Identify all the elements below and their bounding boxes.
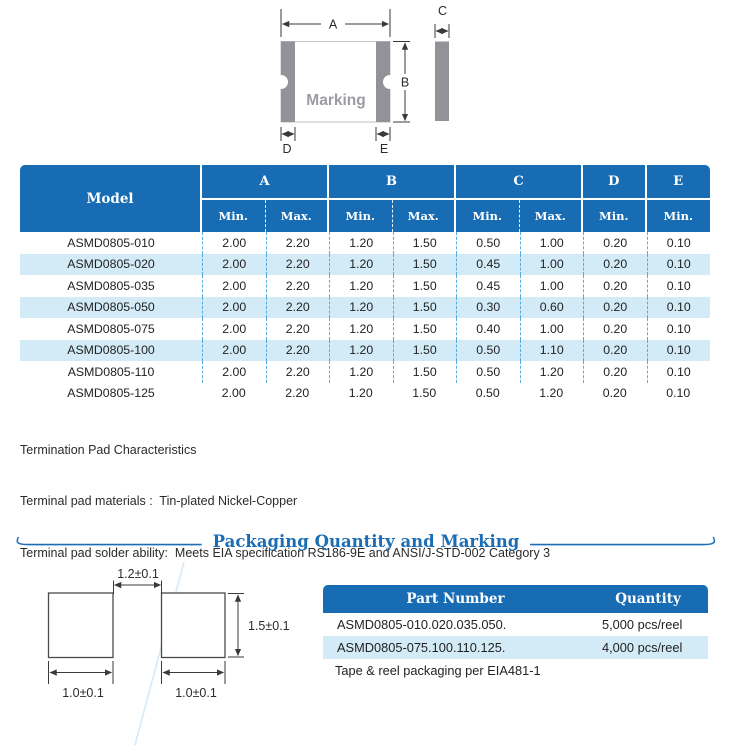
cell-a-max: 2.20 (266, 340, 330, 362)
cell-e-min: 0.10 (647, 275, 711, 297)
dimensions-table-body (20, 232, 710, 404)
cell-b-max: 1.50 (393, 361, 457, 383)
cell-a-min: 2.00 (202, 275, 266, 297)
header-c-max: Max. (520, 200, 584, 232)
header-c-min: Min. (456, 200, 520, 232)
cell-a-min: 2.00 (202, 254, 266, 276)
dim-e-label: E (379, 142, 389, 156)
cell-b-min: 1.20 (329, 275, 393, 297)
cell-c-min: 0.50 (456, 340, 520, 362)
package-outline-diagram (0, 0, 732, 160)
cell-b-min: 1.20 (348, 386, 373, 401)
table-row (20, 383, 710, 405)
cell-model: ASMD0805-110 (67, 364, 155, 379)
table-row (20, 275, 710, 297)
cell-e-min: 0.10 (647, 297, 711, 319)
cell-a-max: 2.20 (266, 254, 330, 276)
cell-e-min: 0.10 (647, 361, 711, 383)
cell-b-min: 1.20 (329, 340, 393, 362)
header-a-max: Max. (266, 200, 330, 232)
header-part-number: Part Number (406, 591, 505, 607)
termination-note-line: Termination Pad Characteristics (20, 442, 197, 457)
cell-e-min: 0.10 (647, 232, 711, 254)
right-width-dim-label: 1.0±0.1 (175, 686, 217, 700)
cell-a-min: 2.00 (202, 340, 266, 362)
table-row (323, 613, 708, 636)
gap-dim-label: 1.2±0.1 (117, 567, 159, 581)
header-group-a: A (202, 165, 329, 200)
dim-d-lines (281, 127, 295, 141)
cell-c-min: 0.45 (456, 275, 520, 297)
cell-d-min: 0.20 (583, 254, 647, 276)
cell-b-max: 1.50 (393, 340, 457, 362)
gap-dim-lines (114, 581, 162, 595)
cell-a-max: 2.20 (285, 386, 310, 401)
cell-a-min: 2.00 (202, 297, 266, 319)
cell-c-max: 1.00 (520, 318, 584, 340)
cell-c-max: 1.00 (520, 275, 584, 297)
cell-b-max: 1.50 (393, 275, 457, 297)
right-pad-notch (383, 75, 397, 89)
cell-e-min: 0.10 (647, 254, 711, 276)
cell-c-min: 0.50 (456, 361, 520, 383)
left-pad-notch (274, 75, 288, 89)
height-dim-lines (228, 594, 244, 658)
title-left-rule (14, 536, 202, 548)
cell-c-max: 1.20 (539, 386, 564, 401)
dim-c-lines (435, 24, 449, 38)
header-b-min: Min. (329, 200, 393, 232)
cell-a-min: 2.00 (221, 386, 246, 401)
cell-a-max: 2.20 (266, 361, 330, 383)
cell-c-max: 1.00 (520, 232, 584, 254)
marking-label: Marking (306, 92, 366, 109)
cell-b-max: 1.50 (393, 318, 457, 340)
component-side-view (435, 42, 449, 122)
dim-e-lines (376, 127, 390, 141)
cell-d-min: 0.20 (583, 361, 647, 383)
cell-c-min: 0.50 (456, 232, 520, 254)
packaging-note: Tape & reel packaging per EIA481-1 (335, 663, 541, 678)
table-row (20, 254, 710, 276)
section-title-row (14, 532, 718, 551)
table-row (20, 232, 710, 254)
cell-b-max: 1.50 (393, 232, 457, 254)
cell-d-min: 0.20 (583, 297, 647, 319)
cell-a-max: 2.20 (266, 232, 330, 254)
cell-b-min: 1.20 (329, 232, 393, 254)
cell-model: ASMD0805-075 (67, 321, 155, 336)
cell-d-min: 0.20 (583, 275, 647, 297)
cell-e-min: 0.10 (647, 340, 711, 362)
cell-a-min: 2.00 (202, 232, 266, 254)
header-model: Model (20, 165, 202, 232)
cell-model: ASMD0805-125 (67, 386, 155, 401)
cell-c-min: 0.50 (475, 386, 500, 401)
table-row (20, 340, 710, 362)
header-a-min: Min. (202, 200, 266, 232)
cell-c-min: 0.40 (456, 318, 520, 340)
cell-b-max: 1.50 (393, 254, 457, 276)
left-width-dim-lines (49, 661, 114, 684)
cell-model: ASMD0805-050 (67, 300, 155, 315)
dim-c-label: C (437, 4, 448, 18)
packaging-table-body (323, 613, 708, 659)
cell-part-number: ASMD0805-075.100.110.125. (337, 640, 506, 655)
dim-d-label: D (282, 142, 292, 156)
cell-a-max: 2.20 (266, 275, 330, 297)
cell-a-min: 2.00 (202, 318, 266, 340)
right-land-pad (162, 593, 226, 658)
cell-b-min: 1.20 (329, 361, 393, 383)
section-title: Packaging Quantity and Marking (212, 532, 520, 551)
termination-note-line: Terminal pad solder ability: Meets EIA specification RS186-9E and ANSI/J-STD-002 Category 3 (20, 546, 551, 561)
cell-c-max: 1.20 (520, 361, 584, 383)
land-pattern-diagram (0, 558, 320, 745)
packaging-table-header (323, 585, 708, 613)
table-row (20, 361, 710, 383)
dimensions-table-header (20, 165, 710, 232)
cell-model: ASMD0805-100 (67, 343, 155, 358)
cell-d-min: 0.20 (602, 386, 627, 401)
header-group-c: C (456, 165, 583, 200)
cell-model: ASMD0805-010 (67, 235, 155, 250)
table-row (20, 297, 710, 319)
table-row (323, 636, 708, 659)
cell-b-min: 1.20 (329, 254, 393, 276)
cell-d-min: 0.20 (583, 318, 647, 340)
cell-c-min: 0.45 (456, 254, 520, 276)
cell-model: ASMD0805-020 (67, 257, 155, 272)
cell-a-max: 2.20 (266, 297, 330, 319)
height-dim-label: 1.5±0.1 (248, 619, 290, 633)
termination-note-line: Terminal pad materials : Tin-plated Nickel-Copper (20, 494, 298, 509)
cell-d-min: 0.20 (583, 340, 647, 362)
header-b-max: Max. (393, 200, 457, 232)
cell-b-max: 1.50 (393, 297, 457, 319)
cell-quantity: 4,000 pcs/reel (602, 640, 683, 655)
header-e-min: Min. (663, 209, 693, 223)
cell-a-min: 2.00 (202, 361, 266, 383)
cell-b-max: 1.50 (412, 386, 437, 401)
packaging-table (323, 585, 708, 678)
left-width-dim-label: 1.0±0.1 (62, 686, 104, 700)
right-width-dim-lines (162, 661, 226, 684)
cell-c-max: 1.00 (520, 254, 584, 276)
header-group-b: B (329, 165, 456, 200)
header-d-min: Min. (583, 200, 647, 232)
header-quantity: Quantity (615, 591, 681, 607)
dimensions-table (20, 165, 710, 404)
cell-c-min: 0.30 (456, 297, 520, 319)
dim-a-label: A (328, 17, 338, 32)
title-right-rule (530, 536, 718, 548)
left-land-pad (49, 593, 114, 658)
cell-part-number: ASMD0805-010.020.035.050. (337, 617, 507, 632)
cell-e-min: 0.10 (666, 386, 691, 401)
dim-b-label: B (400, 75, 410, 90)
cell-quantity: 5,000 pcs/reel (602, 617, 683, 632)
cell-b-min: 1.20 (329, 318, 393, 340)
cell-d-min: 0.20 (583, 232, 647, 254)
header-group-e: E (647, 165, 711, 200)
cell-model: ASMD0805-035 (67, 278, 155, 293)
component-body (281, 42, 390, 123)
cell-c-max: 1.10 (520, 340, 584, 362)
cell-a-max: 2.20 (266, 318, 330, 340)
cell-c-max: 0.60 (520, 297, 584, 319)
table-row (20, 318, 710, 340)
cell-e-min: 0.10 (647, 318, 711, 340)
cell-b-min: 1.20 (329, 297, 393, 319)
header-group-d: D (583, 165, 647, 200)
